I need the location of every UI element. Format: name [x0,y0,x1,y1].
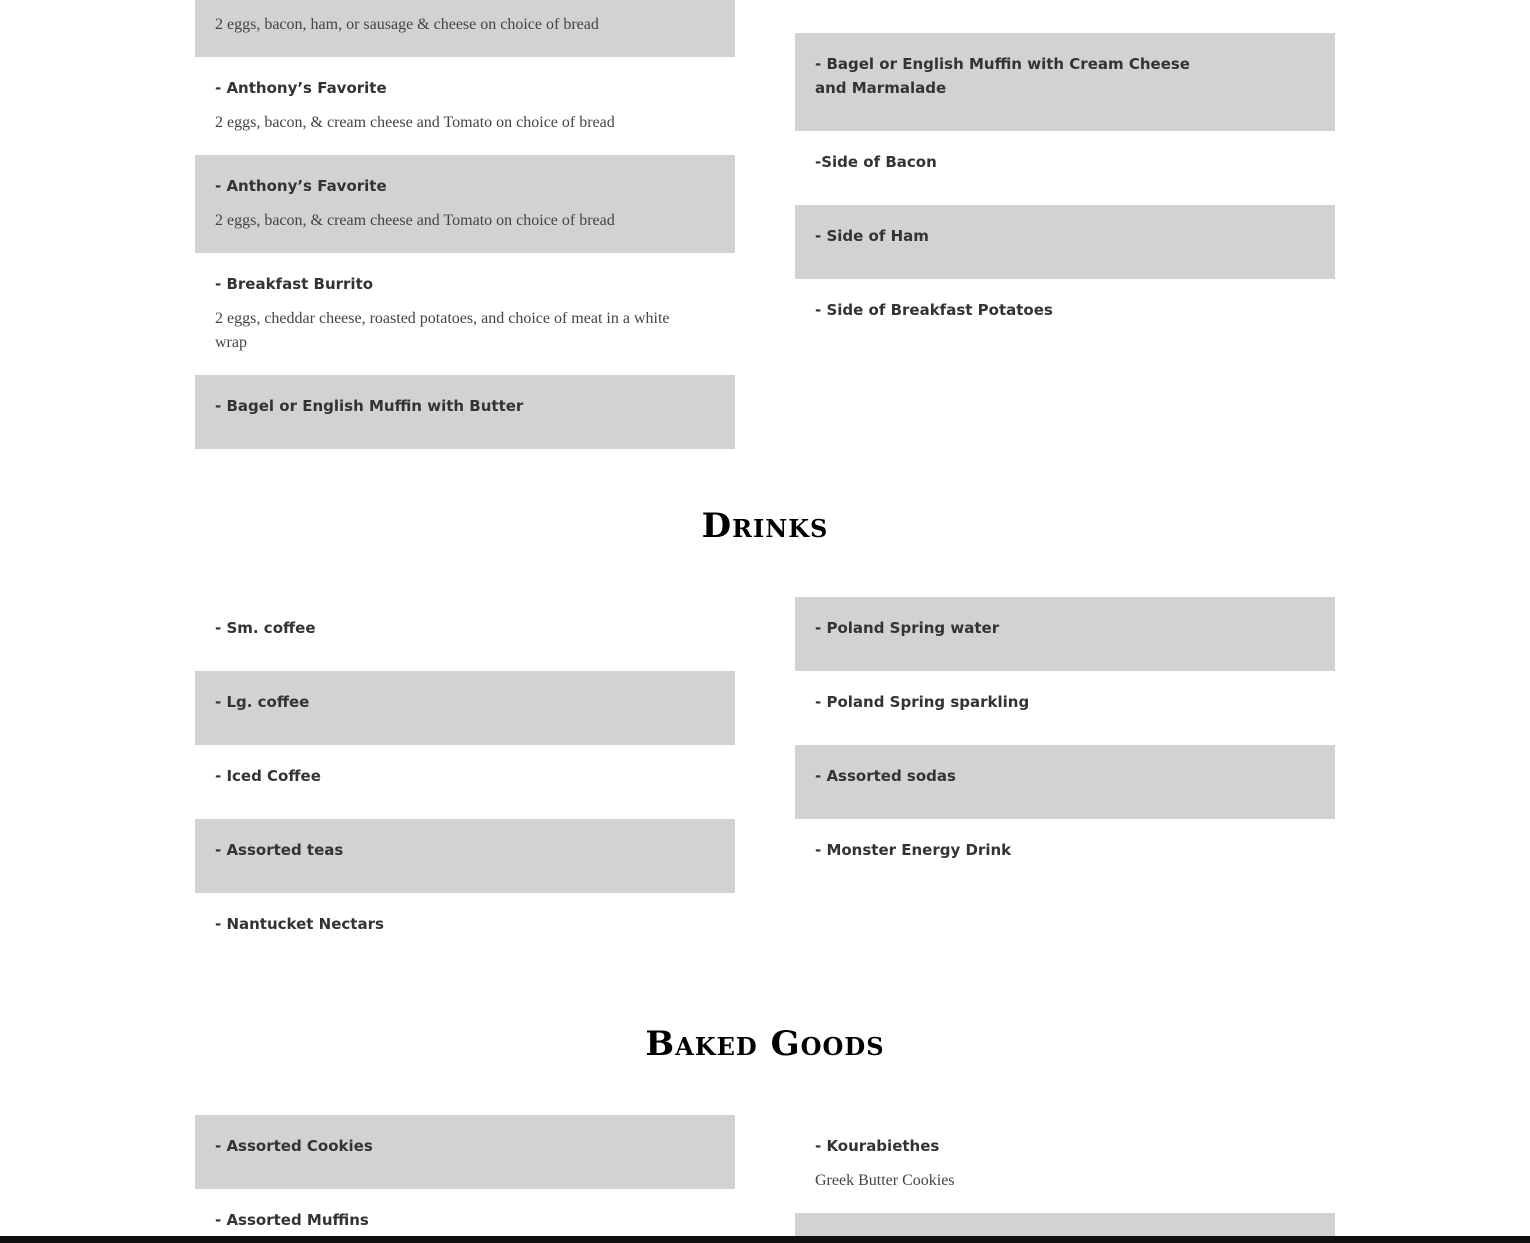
menu-item-anthonys-favorite-2 [195,155,735,253]
item-title: - Assorted teas [215,841,344,859]
item-title: - Poland Spring water [815,619,1000,637]
menu-item-nantucket-nectars [195,893,735,967]
item-title: - Poland Spring sparkling [815,693,1030,711]
menu-item-kourabiethes [795,1115,1335,1213]
item-title: - Anthony’s Favorite [215,177,387,195]
menu-item-poland-spring-water [795,597,1335,671]
item-title: - Nantucket Nectars [215,915,384,933]
item-title: - Assorted Muffins [215,1211,369,1229]
item-title: - Side of Ham [815,227,929,245]
item-description: 2 eggs, bacon, & cream cheese and Tomato on choice of bread [215,114,615,131]
menu-item-breakfast-burrito [195,253,735,375]
item-title: - Monster Energy Drink [815,841,1012,859]
item-description: 2 eggs, bacon, & cream cheese and Tomato on choice of bread [215,212,615,229]
item-title: - Side of Breakfast Potatoes [815,301,1053,319]
menu-item-poland-spring-sparkling [795,671,1335,745]
menu-item-partial [795,1213,1335,1236]
section-heading-baked-goods: Baked Goods [645,1024,885,1064]
section-heading-drinks: Drinks [701,506,829,546]
bottom-bar [0,1236,1530,1243]
item-title: - Bagel or English Muffin with Cream Cheese and Marmalade [815,55,1190,97]
menu-item-sm-coffee [195,597,735,671]
item-title: - Assorted Cookies [215,1137,373,1155]
menu-item-assorted-cookies [195,1115,735,1189]
menu-item-bagel-cream-cheese [795,33,1335,131]
menu-item-side-bacon [795,131,1335,205]
menu-item-monster-energy [795,819,1335,893]
menu-item-side-ham [795,205,1335,279]
menu-item-iced-coffee [195,745,735,819]
menu-item-bagel-butter [195,375,735,449]
menu-item-assorted-teas [195,819,735,893]
item-title: - Lg. coffee [215,693,310,711]
menu-item-assorted-muffins [195,1189,735,1236]
menu-item-side-potatoes [795,279,1335,353]
item-description: 2 eggs, bacon, ham, or sausage & cheese on choice of bread [215,16,599,33]
menu-item-breakfast-sandwich [195,0,735,57]
item-title: - Anthony’s Favorite [215,79,387,97]
item-title: -Side of Bacon [815,153,937,171]
item-title: - Sm. coffee [215,619,316,637]
item-description: 2 eggs, cheddar cheese, roasted potatoes, and choice of meat in a white wrap [215,310,670,351]
menu-item-lg-coffee [195,671,735,745]
item-title: - Assorted sodas [815,767,956,785]
item-description: Greek Butter Cookies [815,1172,955,1189]
item-title: - Breakfast Burrito [215,275,374,293]
menu-item-anthonys-favorite-1 [195,57,735,155]
menu-item-assorted-sodas [795,745,1335,819]
item-title: - Iced Coffee [215,767,321,785]
item-title: - Bagel or English Muffin with Butter [215,397,524,415]
item-title: - Kourabiethes [815,1137,940,1155]
